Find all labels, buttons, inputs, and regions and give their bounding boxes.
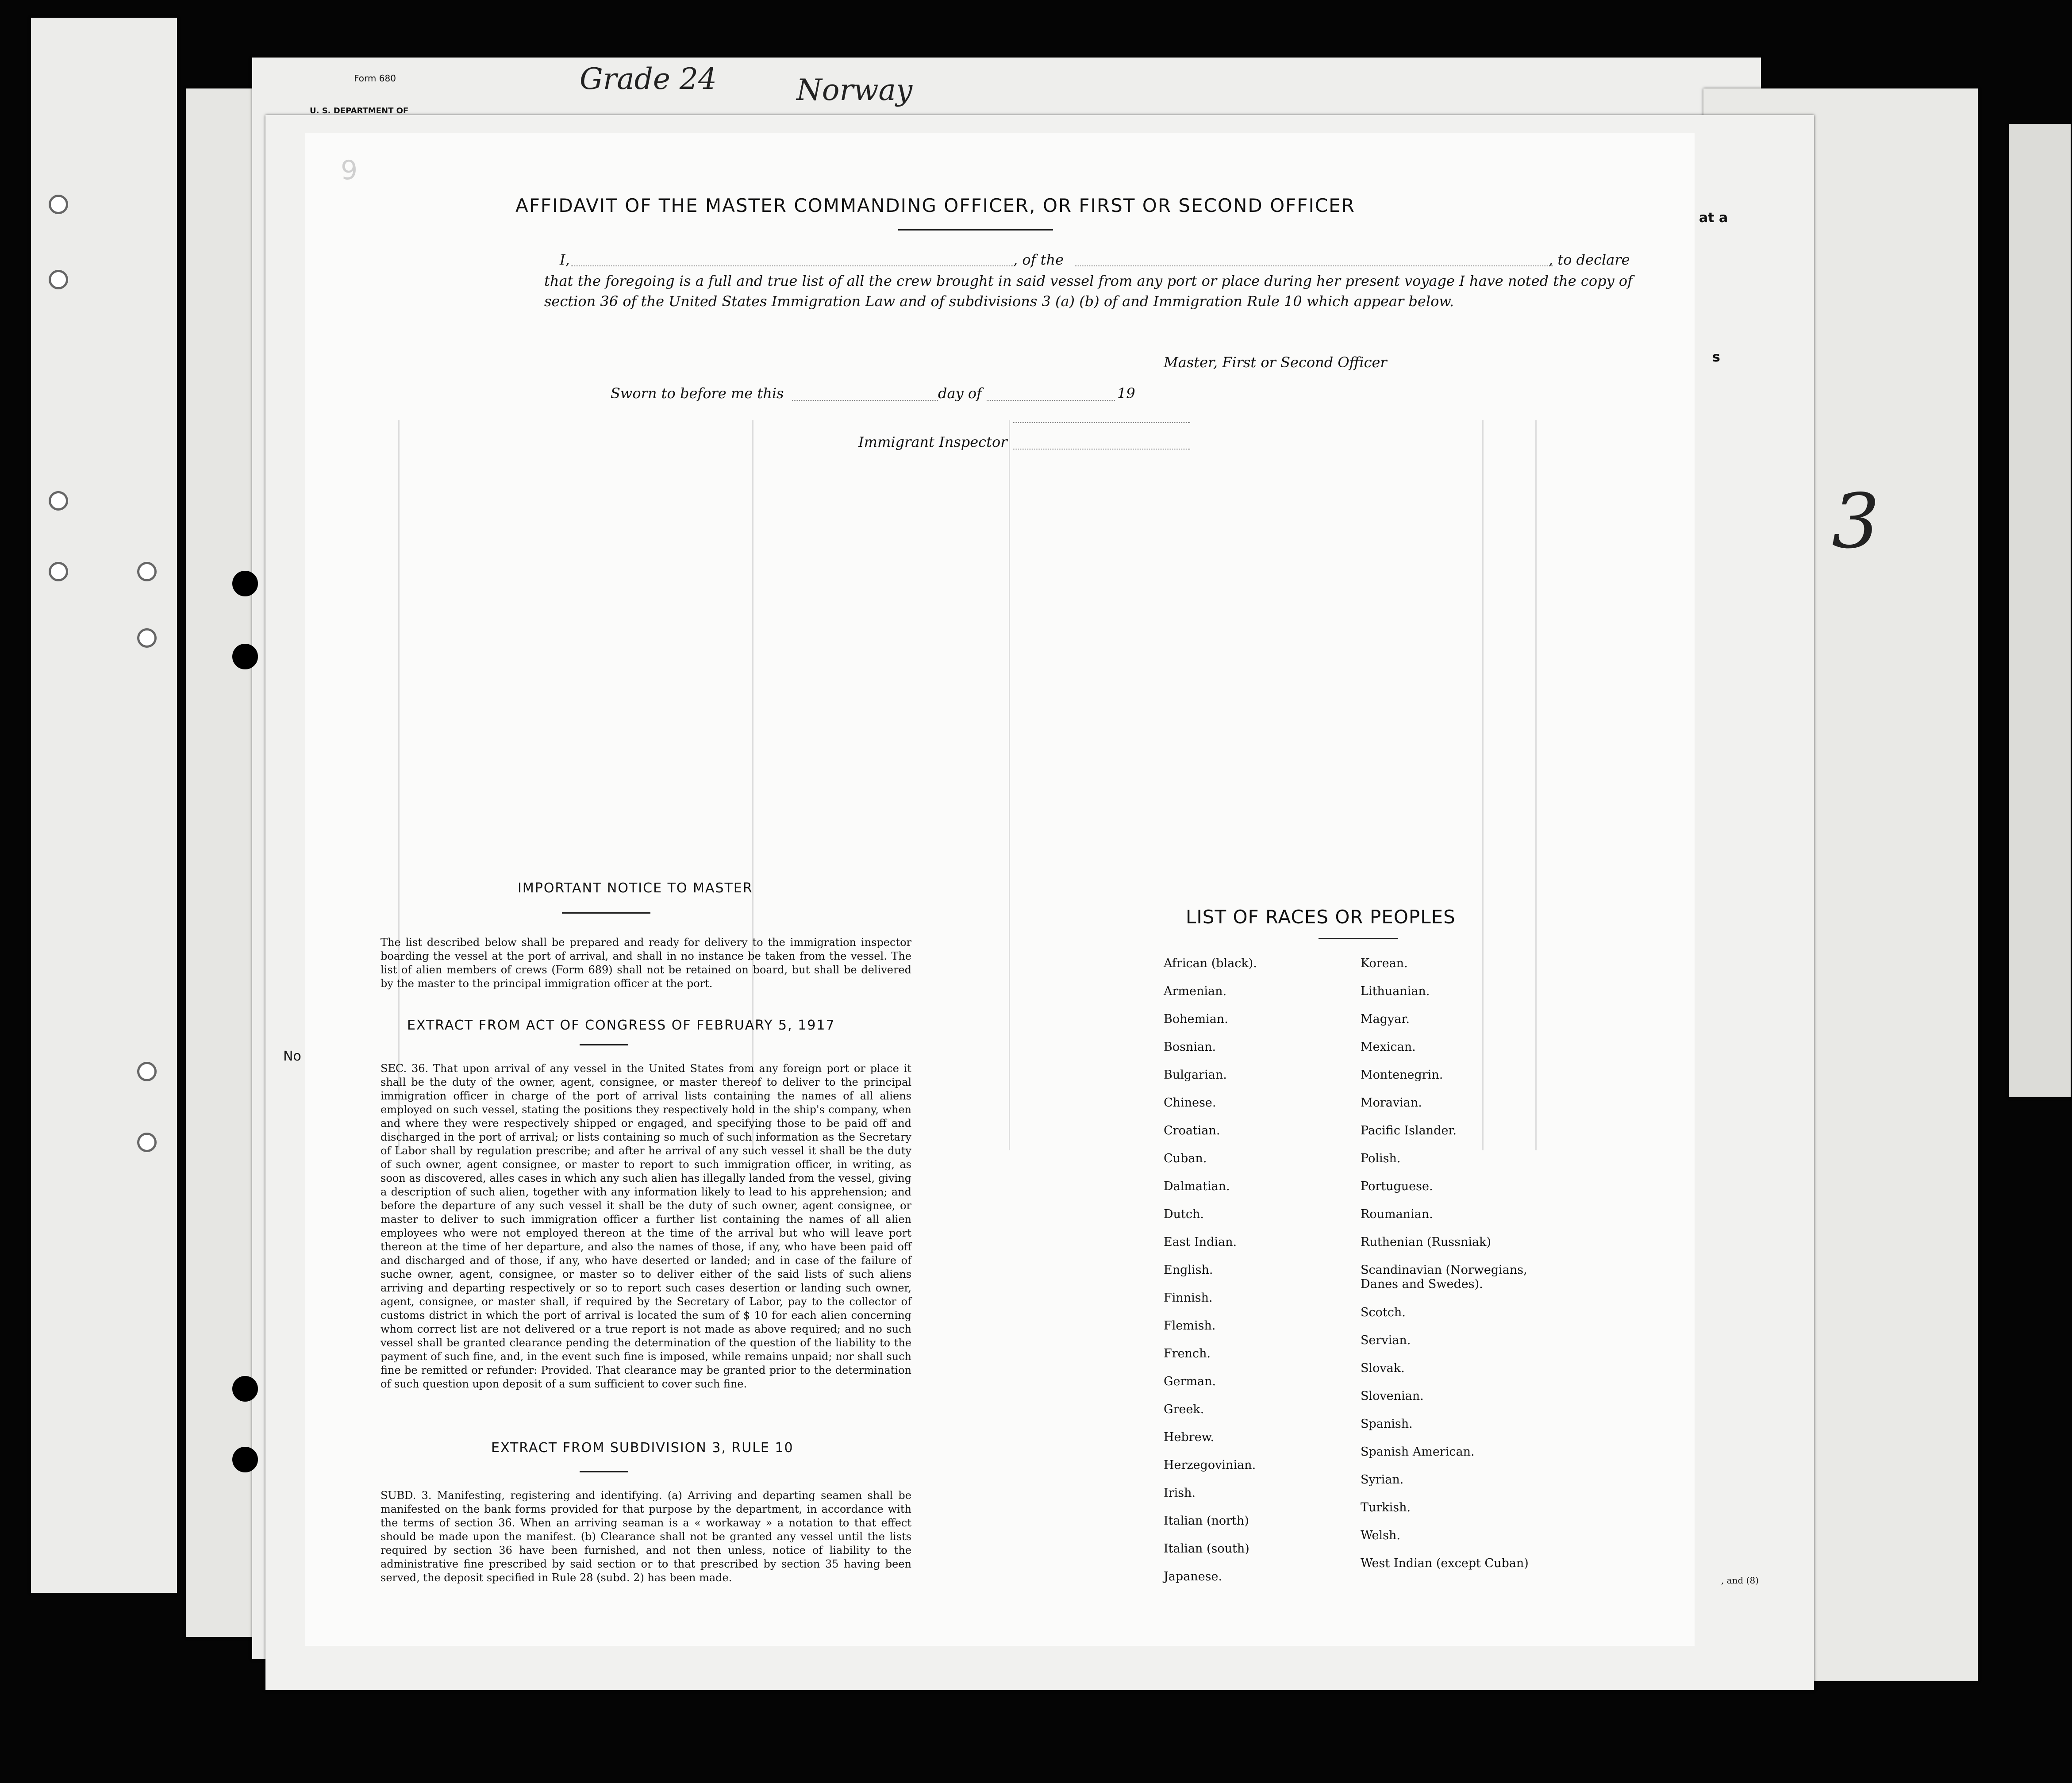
race-item: Dutch. — [1164, 1207, 1204, 1221]
race-item: Montenegrin. — [1361, 1068, 1443, 1082]
bleed-line — [1009, 420, 1010, 1150]
handwriting-right: 3 — [1832, 478, 1880, 565]
title-underline — [898, 229, 1053, 231]
punch-hole-dark — [232, 1376, 258, 1402]
affidavit-body: that the foregoing is a full and true list of all the crew brought in said vessel from any port or place during her present voyage I have noted the copy of section 36 of the United States Immigration Law and of subdivisions 3 (a) (b) of and Immigration Rule 10 which appear below. — [544, 273, 1633, 310]
race-item: Italian (south) — [1164, 1542, 1249, 1556]
race-item: Bosnian. — [1164, 1040, 1216, 1054]
affidavit-i-label: I, — [560, 251, 570, 268]
race-item: Spanish American. — [1361, 1445, 1475, 1459]
race-item: Herzegovinian. — [1164, 1458, 1256, 1472]
inspector-label: Immigrant Inspector — [858, 434, 1007, 450]
handwriting-country: Norway — [796, 73, 913, 107]
race-item: African (black). — [1164, 957, 1257, 970]
vessel-line — [1075, 265, 1553, 266]
form-number: Form 680 — [354, 73, 396, 84]
race-item: Servian. — [1361, 1333, 1411, 1347]
race-item: Irish. — [1164, 1486, 1196, 1500]
race-item: Polish. — [1361, 1152, 1401, 1165]
races-underline — [1319, 938, 1398, 939]
race-item: Korean. — [1361, 957, 1408, 970]
race-item: Moravian. — [1361, 1096, 1422, 1110]
sworn-label: Sworn to before me this — [611, 385, 784, 402]
notice-text: The list described below shall be prepared and ready for delivery to the immigration inspector boarding the vessel at the port of arrival, and shall in no instance be taken from the vessel. The list of alien members of crews (Form 689) shall not be retained on board, but shall be delivered by the master to the principal immigration officer at the port. — [381, 936, 911, 990]
right-fragment-2: s — [1712, 350, 1720, 365]
punch-hole — [49, 562, 68, 581]
races-title: LIST OF RACES OR PEOPLES — [1186, 906, 1456, 928]
race-item: Flemish. — [1164, 1319, 1216, 1333]
punch-hole-dark — [232, 571, 258, 596]
rule-extract-title: EXTRACT FROM SUBDIVISION 3, RULE 10 — [491, 1440, 794, 1456]
inspector-signature-line — [1013, 422, 1190, 423]
punch-hole — [137, 1062, 157, 1081]
bleed-line — [1535, 420, 1537, 1150]
punch-hole — [49, 195, 68, 214]
race-item: Roumanian. — [1361, 1207, 1433, 1221]
race-item: Slovenian. — [1361, 1389, 1424, 1403]
rule-extract-underline — [580, 1471, 628, 1472]
race-item: Chinese. — [1164, 1096, 1216, 1110]
race-item: Ruthenian (Russniak) — [1361, 1235, 1492, 1249]
race-item: Dalmatian. — [1164, 1180, 1230, 1193]
background-sheet-left — [31, 18, 177, 1593]
sworn-day-line — [792, 400, 938, 401]
affidavit-of-the-label: , of the — [1013, 251, 1064, 268]
punch-hole — [137, 562, 157, 581]
affidavit-title: AFFIDAVIT OF THE MASTER COMMANDING OFFICER, OR FIRST OR SECOND OFFICER — [515, 195, 1355, 216]
punch-hole-dark — [232, 1447, 258, 1472]
notice-underline — [562, 912, 650, 914]
race-item: Spanish. — [1361, 1417, 1413, 1431]
race-item: Bulgarian. — [1164, 1068, 1227, 1082]
race-item: Croatian. — [1164, 1124, 1220, 1137]
race-item: German. — [1164, 1375, 1216, 1388]
bleed-line — [1482, 420, 1484, 1150]
race-item: East Indian. — [1164, 1235, 1237, 1249]
inspector-line — [1013, 449, 1190, 450]
race-item: Turkish. — [1361, 1501, 1411, 1514]
notice-title: IMPORTANT NOTICE TO MASTER — [518, 880, 753, 896]
race-item: Welsh. — [1361, 1529, 1400, 1542]
day-label: day of — [938, 385, 982, 402]
race-item: Armenian. — [1164, 984, 1227, 998]
sworn-month-line — [987, 400, 1115, 401]
punch-hole — [49, 491, 68, 511]
rule-extract-text: SUBD. 3. Manifesting, registering and identifying. (a) Arriving and departing seamen shall be manifested on the bank forms provided for that purpose by the department, in accordance with the terms of section 36. When an arriving seaman is a « workaway » a notation to that effect should be made upon the manifest. (b) Clearance shall not be granted any vessel until the lists required by section 36 have been furnished, and not then unless, notice of liability to the administrative fine prescribed by said section or to that prescribed by section 35 having been served, the deposit specified in Rule 28 (subd. 2) has been made. — [381, 1489, 911, 1584]
act-extract-title: EXTRACT FROM ACT OF CONGRESS OF FEBRUARY 5, 1917 — [407, 1018, 835, 1033]
race-item: Pacific Islander. — [1361, 1124, 1457, 1137]
race-item: Greek. — [1164, 1403, 1204, 1416]
bleed-line — [398, 420, 400, 1150]
race-item: Magyar. — [1361, 1012, 1410, 1026]
race-item: Portuguese. — [1361, 1180, 1433, 1193]
act-extract-underline — [580, 1044, 628, 1045]
race-item: Syrian. — [1361, 1473, 1404, 1487]
year-label: 19 — [1117, 385, 1135, 402]
bleed-line — [752, 420, 753, 1150]
handwriting-grade: Grade 24 — [580, 62, 717, 96]
punch-hole — [137, 628, 157, 648]
race-item: English. — [1164, 1263, 1213, 1277]
race-item: Cuban. — [1164, 1152, 1207, 1165]
race-item: Scotch. — [1361, 1306, 1406, 1319]
race-item: Scandinavian (Norwegians, Danes and Swedes). — [1361, 1263, 1527, 1291]
department-label: U. S. DEPARTMENT OF — [310, 106, 409, 115]
race-item: Bohemian. — [1164, 1012, 1228, 1026]
race-item: Hebrew. — [1164, 1430, 1215, 1444]
race-item: West Indian (except Cuban) — [1361, 1556, 1529, 1570]
affidavit-declare-label: , to declare — [1549, 251, 1630, 268]
bleed-page-number: 9 — [341, 155, 358, 186]
punch-hole-dark — [232, 644, 258, 669]
bottom-right-fragment: , and (8) — [1721, 1575, 1759, 1586]
left-fragment: No — [283, 1049, 301, 1064]
punch-hole — [49, 270, 68, 289]
race-item: Mexican. — [1361, 1040, 1416, 1054]
name-line — [571, 265, 1013, 266]
right-fragment: at a — [1699, 210, 1728, 226]
race-item: Finnish. — [1164, 1291, 1213, 1305]
race-item: Italian (north) — [1164, 1514, 1249, 1528]
affidavit-page — [305, 133, 1695, 1646]
background-sheet-far-right — [2009, 124, 2071, 1097]
race-item: Slovak. — [1361, 1361, 1405, 1375]
punch-hole — [137, 1133, 157, 1152]
act-extract-text: SEC. 36. That upon arrival of any vessel in the United States from any foreign port or place it shall be the duty of the owner, agent, consignee, or master thereof to deliver to the principal immigration officer in charge of the port of arrival lists containing the names of all aliens employed on such vessel, stating the positions they respectively hold in the ship's company, when and where they were respectively shipped or engaged, and specifying those to be paid off and discharged in the port of arrival; or lists containing so much of such information as the Secretary of Labor shall by regulation prescribe; and after he arrival of any such vessel it shall be the duty of such owner, agent consignee, or master to report to such immigration officer, in writing, as soon as discovered, alles cases in which any such alien has illegally landed from the vessel, giving a description of such alien, together with any information likely to lead to his apprehension; and before the departure of any such vessel it shall be the duty of such owner, agent consignee, or master to deliver to such immigration officer a further list containing the names of all alien employees who were not employed thereon at the time of the arrival but who will leave port thereon at the time of her departure, and also the names of those, if any, who have been paid off and discharged and of those, if any, who have deserted or landed; and in case of the failure of suche owner, agent, consignee, or master so to deliver either of the said lists of such aliens arriving and departing respectively or so to report such cases desertion or landing such owner, agent, consignee, or master shall, if required by the Secretary of Labor, pay to the collector of customs district in which the port of arrival is located the sum of $ 10 for each alien concerning whom correct list are not delivered or a true report is not made as above required; and no such vessel shall be granted clearance pending the determination of the question of the liability to the payment of such fine, and, in the event such fine is imposed, while remains unpaid; nor shall such fine be remitted or refunder: Provided. That clearance may be granted prior to the determination of such question upon deposit of a sum sufficient to cover such fine. — [381, 1062, 911, 1390]
race-item: Japanese. — [1164, 1570, 1222, 1583]
race-item: Lithuanian. — [1361, 984, 1430, 998]
race-item: French. — [1164, 1347, 1211, 1360]
signature-label: Master, First or Second Officer — [1164, 354, 1387, 371]
